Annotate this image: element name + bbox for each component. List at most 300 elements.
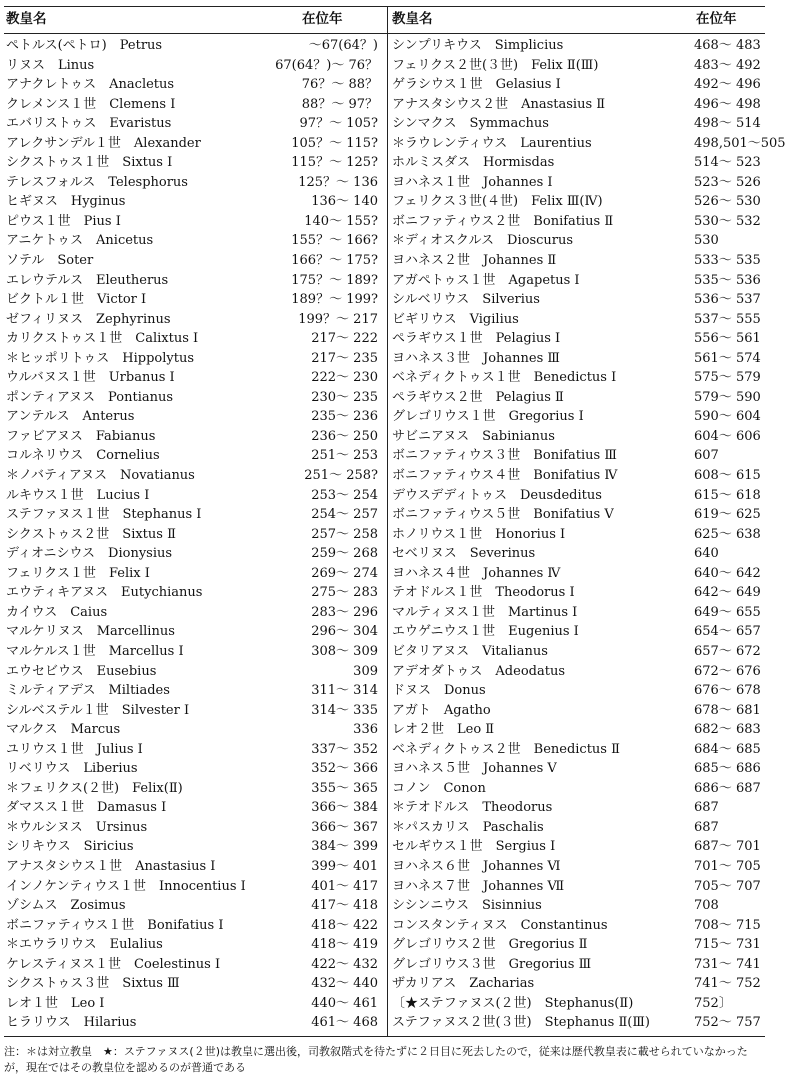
reign-years: 352～ 366 bbox=[311, 761, 378, 777]
table-row bbox=[4, 701, 384, 721]
pope-name: アニケトゥス Anicetus bbox=[6, 233, 154, 249]
table-row bbox=[390, 388, 765, 408]
reign-years: 296～ 304 bbox=[311, 624, 378, 640]
reign-years: 701～ 705 bbox=[694, 858, 761, 874]
table-row bbox=[390, 720, 765, 740]
pope-name: サビニアヌス Sabinianus bbox=[392, 428, 555, 444]
reign-years: 217～ 235 bbox=[311, 350, 378, 366]
reign-years: 676～ 678 bbox=[694, 683, 761, 699]
table-row bbox=[390, 173, 765, 193]
pope-name: ホルミスダス Hormisdas bbox=[392, 155, 555, 171]
table-row bbox=[390, 544, 765, 564]
pope-name: グレゴリウス２世 Gregorius Ⅱ bbox=[392, 937, 588, 953]
table-row bbox=[390, 740, 765, 760]
reign-years: 97？～ 105? bbox=[299, 116, 378, 132]
table-row bbox=[390, 349, 765, 369]
reign-years: 259～ 268 bbox=[311, 546, 378, 562]
reign-years: 314～ 335 bbox=[311, 702, 378, 718]
reign-years: 88？～ 97？ bbox=[301, 96, 378, 112]
table-row bbox=[390, 192, 765, 212]
table-row bbox=[390, 857, 765, 877]
reign-years: 422～ 432 bbox=[311, 956, 378, 972]
table-row bbox=[390, 231, 765, 251]
reign-years: 254～ 257 bbox=[311, 507, 378, 523]
table-row bbox=[390, 75, 765, 95]
table-row bbox=[4, 134, 384, 154]
table-row bbox=[390, 368, 765, 388]
table-row bbox=[4, 603, 384, 623]
pope-name: マルティヌス１世 Martinus Ⅰ bbox=[392, 604, 578, 620]
table-row bbox=[390, 955, 765, 975]
table-row bbox=[4, 857, 384, 877]
pope-name: アナスタシウス１世 Anastasius Ⅰ bbox=[6, 858, 216, 874]
reign-years: 604～ 606 bbox=[694, 428, 761, 444]
pope-name: アガペトゥス１世 Agapetus Ⅰ bbox=[392, 272, 580, 288]
pope-name: ＊ノバティアヌス Novatianus bbox=[6, 468, 195, 484]
pope-name: ＊ヒッポリトゥス Hippolytus bbox=[6, 350, 195, 366]
pope-name: ボニファティウス１世 Bonifatius Ⅰ bbox=[6, 917, 224, 933]
left-row-list bbox=[4, 36, 384, 1033]
reign-years: 678～ 681 bbox=[694, 702, 761, 718]
reign-years: 535～ 536 bbox=[694, 272, 761, 288]
table-row bbox=[4, 290, 384, 310]
pope-name: ＊エウラリウス Eulalius bbox=[6, 937, 163, 953]
pope-name: ペトルス(ペトロ) Petrus bbox=[6, 38, 163, 53]
reign-years: 235～ 236 bbox=[311, 409, 378, 425]
table-row bbox=[390, 329, 765, 349]
table-row bbox=[390, 701, 765, 721]
reign-years: 283～ 296 bbox=[311, 604, 378, 620]
reign-years: 417～ 418 bbox=[311, 898, 378, 914]
reign-years: 311～ 314 bbox=[311, 683, 378, 699]
reign-years: 401～ 417 bbox=[311, 878, 378, 894]
table-row bbox=[390, 212, 765, 232]
table-row bbox=[4, 935, 384, 955]
pope-name: リヌス Linus bbox=[6, 57, 95, 73]
pope-name: ＊ウルシヌス Ursinus bbox=[6, 819, 148, 835]
table-row bbox=[390, 779, 765, 799]
pope-name: シクストゥス３世 Sixtus Ⅲ bbox=[6, 976, 180, 992]
table-row bbox=[4, 407, 384, 427]
pope-name: マルケルス１世 Marcellus Ⅰ bbox=[6, 643, 184, 659]
table-row bbox=[4, 427, 384, 447]
pope-name: ユリウス１世 Julius Ⅰ bbox=[6, 741, 143, 757]
reign-years: 752〕 bbox=[694, 995, 732, 1011]
table-row bbox=[4, 525, 384, 545]
pope-name: ステファヌス１世 Stephanus Ⅰ bbox=[6, 507, 202, 523]
pope-name: レオ２世 Leo Ⅱ bbox=[392, 722, 495, 738]
pope-name: ゾシムス Zosimus bbox=[6, 898, 126, 914]
table-row bbox=[390, 36, 765, 56]
pope-name: ダマスス１世 Damasus Ⅰ bbox=[6, 800, 167, 816]
pope-name: ＊ラウレンティウス Laurentius bbox=[392, 135, 592, 151]
reign-years: 236～ 250 bbox=[311, 428, 378, 444]
reign-years: 514～ 523 bbox=[694, 155, 761, 171]
top-rule bbox=[4, 6, 765, 7]
table-row bbox=[4, 837, 384, 857]
reign-years: 175？～ 189? bbox=[291, 272, 378, 288]
pope-name: ザカリアス Zacharias bbox=[392, 976, 535, 992]
reign-years: 308～ 309 bbox=[311, 643, 378, 659]
pope-name: テレスフォルス Telesphorus bbox=[6, 174, 188, 190]
pope-name: アデオダトゥス Adeodatus bbox=[392, 663, 565, 679]
reign-years: 705～ 707 bbox=[694, 878, 761, 894]
table-row bbox=[4, 153, 384, 173]
reign-years: 536～ 537 bbox=[694, 292, 761, 308]
pope-name: ウルバヌス１世 Urbanus Ⅰ bbox=[6, 370, 175, 386]
table-row bbox=[390, 583, 765, 603]
column-header-name: 教皇名 bbox=[392, 11, 433, 27]
reign-years: 498～ 514 bbox=[694, 116, 761, 132]
table-row bbox=[4, 466, 384, 486]
table-row bbox=[4, 662, 384, 682]
reign-years: 685～ 686 bbox=[694, 761, 761, 777]
table-row bbox=[4, 583, 384, 603]
table-row bbox=[390, 974, 765, 994]
reign-years: 230～ 235 bbox=[311, 389, 378, 405]
reign-years: 105？～ 115? bbox=[291, 135, 378, 151]
pope-name: クレメンス１世 Clemens Ⅰ bbox=[6, 96, 176, 112]
table-row bbox=[4, 56, 384, 76]
pope-name: ＊テオドルス Theodorus bbox=[392, 800, 553, 816]
table-row bbox=[4, 212, 384, 232]
table-row bbox=[4, 114, 384, 134]
reign-years: 615～ 618 bbox=[694, 487, 761, 503]
pope-name: カリクストゥス１世 Calixtus Ⅰ bbox=[6, 331, 199, 347]
pope-name: コルネリウス Cornelius bbox=[6, 448, 160, 464]
table-row bbox=[390, 994, 765, 1014]
reign-years: 687 bbox=[694, 800, 719, 816]
reign-years: 155？～ 166? bbox=[291, 233, 378, 249]
pope-name: リベリウス Liberius bbox=[6, 761, 138, 777]
reign-years: 399～ 401 bbox=[311, 858, 378, 874]
reign-years: 257～ 258 bbox=[311, 526, 378, 542]
reign-years: 575～ 579 bbox=[694, 370, 761, 386]
pope-name: エレウテルス Eleutherus bbox=[6, 272, 169, 288]
pope-name: ペラギウス１世 Pelagius Ⅰ bbox=[392, 331, 561, 347]
pope-name: ボニファティウス４世 Bonifatius Ⅳ bbox=[392, 468, 618, 484]
table-row bbox=[4, 486, 384, 506]
table-row bbox=[4, 231, 384, 251]
reign-years: 561～ 574 bbox=[694, 350, 761, 366]
pope-name: アナスタシウス２世 Anastasius Ⅱ bbox=[392, 96, 606, 112]
pope-name: フェリクス３世(４世) Felix Ⅲ(Ⅳ) bbox=[392, 194, 603, 210]
reign-years: 654～ 657 bbox=[694, 624, 761, 640]
table-row bbox=[4, 564, 384, 584]
pope-name: シルベステル１世 Silvester Ⅰ bbox=[6, 702, 190, 718]
table-row bbox=[4, 446, 384, 466]
pope-name: ゼフィリヌス Zephyrinus bbox=[6, 311, 171, 327]
reign-years: 625～ 638 bbox=[694, 526, 761, 542]
reign-years: 355～ 365 bbox=[311, 780, 378, 796]
reign-years: 136～ 140 bbox=[311, 194, 378, 210]
table-row bbox=[4, 798, 384, 818]
reign-years: 275～ 283 bbox=[311, 585, 378, 601]
pope-name: ヒラリウス Hilarius bbox=[6, 1015, 137, 1031]
table-row bbox=[4, 95, 384, 115]
pope-name: マルケリヌス Marcellinus bbox=[6, 624, 175, 640]
reign-years: 530 bbox=[694, 233, 719, 249]
reign-years: 523～ 526 bbox=[694, 174, 761, 190]
reign-years: 140～ 155? bbox=[304, 213, 378, 229]
pope-name: シクストゥス１世 Sixtus Ⅰ bbox=[6, 155, 173, 171]
reign-years: 731～ 741 bbox=[694, 956, 761, 972]
table-row bbox=[390, 877, 765, 897]
reign-years: 682～ 683 bbox=[694, 722, 761, 738]
pope-name: シンプリキウス Simplicius bbox=[392, 38, 564, 53]
pope-name: エウティキアヌス Eutychianus bbox=[6, 585, 203, 601]
table-row bbox=[390, 251, 765, 271]
table-row bbox=[4, 173, 384, 193]
reign-years: 708～ 715 bbox=[694, 917, 761, 933]
reign-years: 337～ 352 bbox=[311, 741, 378, 757]
reign-years: 253～ 254 bbox=[311, 487, 378, 503]
table-row bbox=[4, 310, 384, 330]
pope-name: コノン Conon bbox=[392, 780, 486, 796]
table-row bbox=[4, 271, 384, 291]
table-row bbox=[390, 564, 765, 584]
table-row bbox=[390, 798, 765, 818]
table-row bbox=[390, 427, 765, 447]
reign-years: 686～ 687 bbox=[694, 780, 761, 796]
pope-name: シクストゥス２世 Sixtus Ⅱ bbox=[6, 526, 176, 542]
reign-years: 67(64？)～ 76？ bbox=[275, 57, 378, 73]
reign-years: 741～ 752 bbox=[694, 976, 761, 992]
reign-years: 657～ 672 bbox=[694, 643, 761, 659]
reign-years: 483～ 492 bbox=[694, 57, 761, 73]
pope-name: エウセビウス Eusebius bbox=[6, 663, 157, 679]
reign-years: 468～ 483 bbox=[694, 38, 761, 53]
reign-years: 492～ 496 bbox=[694, 77, 761, 93]
table-row bbox=[390, 935, 765, 955]
bottom-rule bbox=[4, 1036, 765, 1037]
reign-years: 556～ 561 bbox=[694, 331, 761, 347]
reign-years: 269～ 274 bbox=[311, 565, 378, 581]
reign-years: 640～ 642 bbox=[694, 565, 761, 581]
table-row bbox=[390, 134, 786, 154]
reign-years: 752～ 757 bbox=[694, 1015, 761, 1031]
reign-years: 672～ 676 bbox=[694, 663, 761, 679]
table-row bbox=[390, 642, 765, 662]
table-row bbox=[4, 192, 384, 212]
reign-years: 496～ 498 bbox=[694, 96, 761, 112]
reign-years: 530～ 532 bbox=[694, 213, 761, 229]
reign-years: 199？～ 217 bbox=[298, 311, 378, 327]
pope-name: ボニファティウス２世 Bonifatius Ⅱ bbox=[392, 213, 614, 229]
table-row bbox=[390, 271, 765, 291]
reign-years: 640 bbox=[694, 546, 719, 562]
reign-years: 498,501～505 bbox=[694, 135, 786, 151]
table-row bbox=[4, 349, 384, 369]
reign-years: 251～ 258? bbox=[304, 468, 378, 484]
table-row bbox=[390, 681, 765, 701]
pope-name: ステファヌス２世(３世) Stephanus Ⅱ(Ⅲ) bbox=[392, 1015, 650, 1031]
table-row bbox=[4, 329, 384, 349]
pope-name: ＊ディオスクルス Dioscurus bbox=[392, 233, 574, 249]
table-row bbox=[390, 662, 765, 682]
pope-name: ヨハネス４世 Johannes Ⅳ bbox=[392, 565, 561, 581]
reign-years: 708 bbox=[694, 898, 719, 914]
table-row bbox=[4, 759, 384, 779]
reign-years: 217～ 222 bbox=[311, 331, 378, 347]
reign-years: 251～ 253 bbox=[311, 448, 378, 464]
reign-years: 366～ 384 bbox=[311, 800, 378, 816]
reign-years: 76？～ 88？ bbox=[301, 77, 378, 93]
column-header-years: 在位年 bbox=[696, 11, 737, 27]
pope-name: ソテル Soter bbox=[6, 253, 94, 269]
reign-years: 590～ 604 bbox=[694, 409, 761, 425]
pope-name: テオドルス１世 Theodorus Ⅰ bbox=[392, 585, 575, 601]
table-row bbox=[390, 446, 765, 466]
reign-years: 432～ 440 bbox=[311, 976, 378, 992]
reign-years: 687～ 701 bbox=[694, 839, 761, 855]
table-row bbox=[4, 955, 384, 975]
reign-years: 607 bbox=[694, 448, 719, 464]
table-row bbox=[390, 916, 765, 936]
pope-name: セルギウス１世 Sergius Ⅰ bbox=[392, 839, 556, 855]
table-row bbox=[390, 153, 765, 173]
table-row bbox=[390, 1013, 765, 1033]
pope-name: エウゲニウス１世 Eugenius Ⅰ bbox=[392, 624, 579, 640]
pope-name: ボニファティウス５世 Bonifatius Ⅴ bbox=[392, 507, 614, 523]
pope-name: カイウス Caius bbox=[6, 604, 108, 620]
reign-years: 608～ 615 bbox=[694, 468, 761, 484]
table-row bbox=[390, 505, 765, 525]
pope-name: ヨハネス６世 Johannes Ⅵ bbox=[392, 858, 561, 874]
pope-name: ビタリアヌス Vitalianus bbox=[392, 643, 548, 659]
pope-name: ビクトル１世 Victor Ⅰ bbox=[6, 292, 147, 308]
reign-years: 687 bbox=[694, 819, 719, 835]
pope-name: ＊パスカリス Paschalis bbox=[392, 819, 544, 835]
table-row bbox=[4, 916, 384, 936]
pope-name: ドヌス Donus bbox=[392, 683, 486, 699]
table-row bbox=[390, 622, 765, 642]
pope-name: ヨハネス３世 Johannes Ⅲ bbox=[392, 350, 560, 366]
pope-name: フェリクス１世 Felix Ⅰ bbox=[6, 565, 150, 581]
pope-name: ディオニシウス Dionysius bbox=[6, 546, 173, 562]
table-row bbox=[390, 95, 765, 115]
pope-name: ＊フェリクス(２世) Felix(Ⅱ) bbox=[6, 780, 183, 796]
pope-name: ヨハネス１世 Johannes Ⅰ bbox=[392, 174, 553, 190]
table-row bbox=[4, 720, 384, 740]
reign-years: 649～ 655 bbox=[694, 604, 761, 620]
pope-name: アナクレトゥス Anacletus bbox=[6, 77, 175, 93]
pope-name: グレゴリウス１世 Gregorius Ⅰ bbox=[392, 409, 584, 425]
pope-name: ピウス１世 Pius Ⅰ bbox=[6, 213, 121, 229]
reign-years: 440～ 461 bbox=[311, 995, 378, 1011]
table-row bbox=[4, 994, 384, 1014]
table-row bbox=[390, 114, 765, 134]
table-row bbox=[4, 544, 384, 564]
pope-name: ゲラシウス１世 Gelasius Ⅰ bbox=[392, 77, 561, 93]
table-row bbox=[390, 525, 765, 545]
reign-years: 189？～ 199? bbox=[291, 292, 378, 308]
reign-years: 222～ 230 bbox=[311, 370, 378, 386]
pope-name: ペラギウス２世 Pelagius Ⅱ bbox=[392, 389, 564, 405]
pope-name: ボニファティウス３世 Bonifatius Ⅲ bbox=[392, 448, 617, 464]
footnote: 注：＊は対立教皇 ★：ステファヌス(２世)は教皇に選出後，司教叙階式を待たずに２日目に死去したので，従来は歴代教皇表に載せられていなかったが，現在ではその教皇位を認めるのが普通である bbox=[4, 1045, 748, 1074]
reign-years: ～67(64？) bbox=[308, 38, 378, 53]
pope-name: マルクス Marcus bbox=[6, 722, 121, 738]
table-row bbox=[390, 603, 765, 623]
table-row bbox=[390, 486, 765, 506]
reign-years: 537～ 555 bbox=[694, 311, 761, 327]
column-divider bbox=[387, 6, 388, 1036]
table-row bbox=[4, 622, 384, 642]
pope-name: ケレスティヌス１世 Coelestinus Ⅰ bbox=[6, 956, 221, 972]
reign-years: 384～ 399 bbox=[311, 839, 378, 855]
pope-name: コンスタンティヌス Constantinus bbox=[392, 917, 608, 933]
reign-years: 125？～ 136 bbox=[298, 174, 378, 190]
table-row bbox=[4, 251, 384, 271]
table-row bbox=[4, 877, 384, 897]
reign-years: 579～ 590 bbox=[694, 389, 761, 405]
reign-years: 642～ 649 bbox=[694, 585, 761, 601]
reign-years: 309 bbox=[353, 663, 378, 679]
table-row bbox=[4, 896, 384, 916]
pope-name: ミルティアデス Miltiades bbox=[6, 683, 170, 699]
table-row bbox=[4, 642, 384, 662]
pope-name: ホノリウス１世 Honorius Ⅰ bbox=[392, 526, 566, 542]
pope-name: ビギリウス Vigilius bbox=[392, 311, 519, 327]
table-row bbox=[4, 681, 384, 701]
pope-name: エバリストゥス Evaristus bbox=[6, 116, 172, 132]
table-row bbox=[4, 974, 384, 994]
table-row bbox=[4, 740, 384, 760]
pope-name: ルキウス１世 Lucius Ⅰ bbox=[6, 487, 150, 503]
pope-name: アンテルス Anterus bbox=[6, 409, 135, 425]
table-row bbox=[390, 818, 765, 838]
pope-name: レオ１世 Leo Ⅰ bbox=[6, 995, 105, 1011]
pope-name: アガト Agatho bbox=[392, 702, 491, 718]
table-row bbox=[390, 290, 765, 310]
reign-years: 461～ 468 bbox=[311, 1015, 378, 1031]
table-row bbox=[4, 779, 384, 799]
table-row bbox=[390, 310, 765, 330]
pope-name: デウスデディトゥス Deusdeditus bbox=[392, 487, 602, 503]
table-row bbox=[390, 56, 765, 76]
reign-years: 166？～ 175? bbox=[291, 253, 378, 269]
pope-name: セベリヌス Severinus bbox=[392, 546, 536, 562]
table-row bbox=[4, 388, 384, 408]
reign-years: 526～ 530 bbox=[694, 194, 761, 210]
reign-years: 418～ 419 bbox=[311, 937, 378, 953]
pope-name: ベネディクトゥス２世 Benedictus Ⅱ bbox=[392, 741, 620, 757]
reign-years: 533～ 535 bbox=[694, 253, 761, 269]
pope-name: アレクサンデル１世 Alexander bbox=[6, 135, 201, 151]
pope-name: ファビアヌス Fabianus bbox=[6, 428, 156, 444]
reign-years: 115？～ 125? bbox=[291, 155, 378, 171]
pope-name: シリキウス Siricius bbox=[6, 839, 134, 855]
reign-years: 336 bbox=[353, 722, 378, 738]
table-row bbox=[4, 818, 384, 838]
column-header-name: 教皇名 bbox=[6, 11, 47, 27]
pope-name: フェリクス２世(３世) Felix Ⅱ(Ⅲ) bbox=[392, 57, 599, 73]
pope-name: ポンティアヌス Pontianus bbox=[6, 389, 174, 405]
pope-name: ベネディクトゥス１世 Benedictus Ⅰ bbox=[392, 370, 617, 386]
header-rule bbox=[4, 33, 765, 34]
reign-years: 366～ 367 bbox=[311, 819, 378, 835]
right-row-list bbox=[390, 36, 786, 1033]
pope-name: ヨハネス２世 Johannes Ⅱ bbox=[392, 253, 557, 269]
table-row bbox=[4, 75, 384, 95]
reign-years: 715～ 731 bbox=[694, 937, 761, 953]
pope-name: グレゴリウス３世 Gregorius Ⅲ bbox=[392, 956, 592, 972]
pope-name: シンマクス Symmachus bbox=[392, 116, 549, 132]
table-row bbox=[390, 759, 765, 779]
reign-years: 418～ 422 bbox=[311, 917, 378, 933]
pope-name: シルベリウス Silverius bbox=[392, 292, 540, 308]
